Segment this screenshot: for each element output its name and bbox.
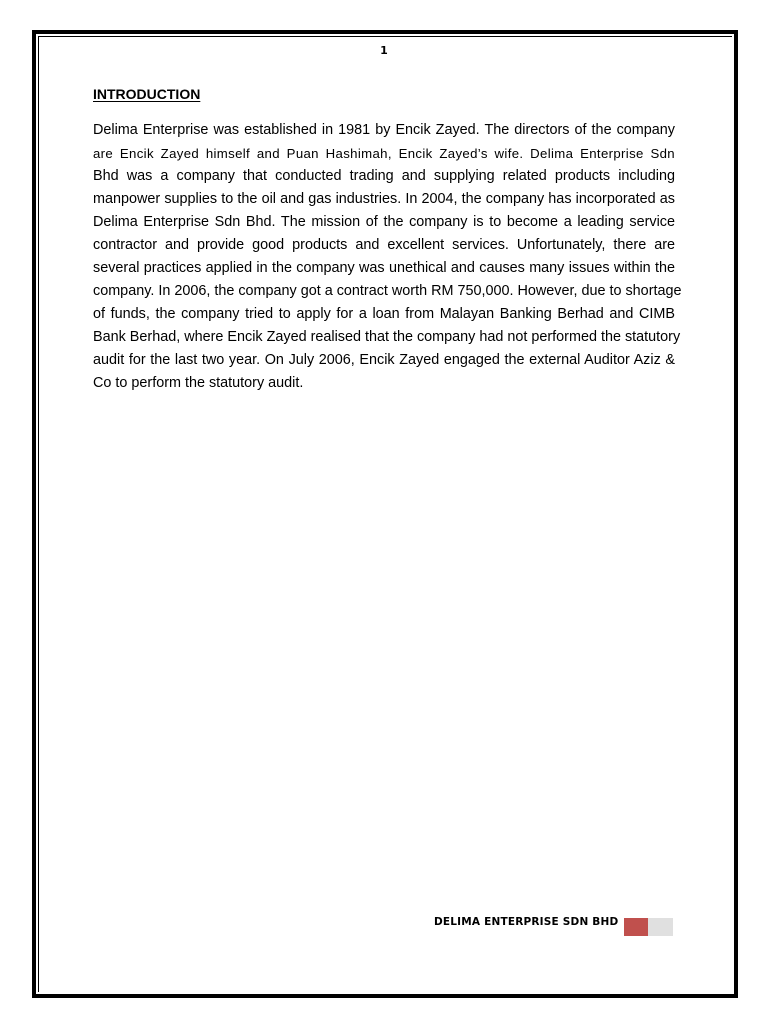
paragraph-line: Co to perform the statutory audit.: [93, 375, 304, 391]
paragraph-line: Bhd was a company that conducted trading and supplying related products including: [93, 168, 675, 184]
paragraph-line: contractor and provide good products and excellent services. Unfortunately, there are: [93, 237, 675, 253]
paragraph-line: Delima Enterprise Sdn Bhd. The mission of the company is to become a leading service: [93, 214, 675, 230]
paragraph-line: are Encik Zayed himself and Puan Hashimah, Encik Zayed’s wife. Delima Enterprise Sdn: [93, 146, 675, 161]
footer-grey-block: [648, 918, 673, 936]
paragraph-line: manpower supplies to the oil and gas industries. In 2004, the company has incorporated as: [93, 191, 675, 207]
paragraph-line: Bank Berhad, where Encik Zayed realised that the company had not performed the statutory: [93, 329, 681, 345]
section-heading: INTRODUCTION: [93, 86, 201, 102]
paragraph-line: of funds, the company tried to apply for a loan from Malayan Banking Berhad and CIMB: [93, 306, 675, 322]
footer-company-name: DELIMA ENTERPRISE SDN BHD: [434, 916, 619, 928]
paragraph-line: company. In 2006, the company got a contract worth RM 750,000. However, due to shortage: [93, 283, 682, 299]
paragraph-line: audit for the last two year. On July 2006, Encik Zayed engaged the external Auditor Aziz &: [93, 352, 675, 368]
paragraph-line: several practices applied in the company was unethical and causes many issues within the: [93, 260, 675, 276]
footer-red-block: [624, 918, 648, 936]
introduction-paragraph: [93, 119, 682, 395]
page-number: 1: [380, 44, 388, 57]
paragraph-line: Delima Enterprise was established in 1981 by Encik Zayed. The directors of the company: [93, 122, 675, 138]
